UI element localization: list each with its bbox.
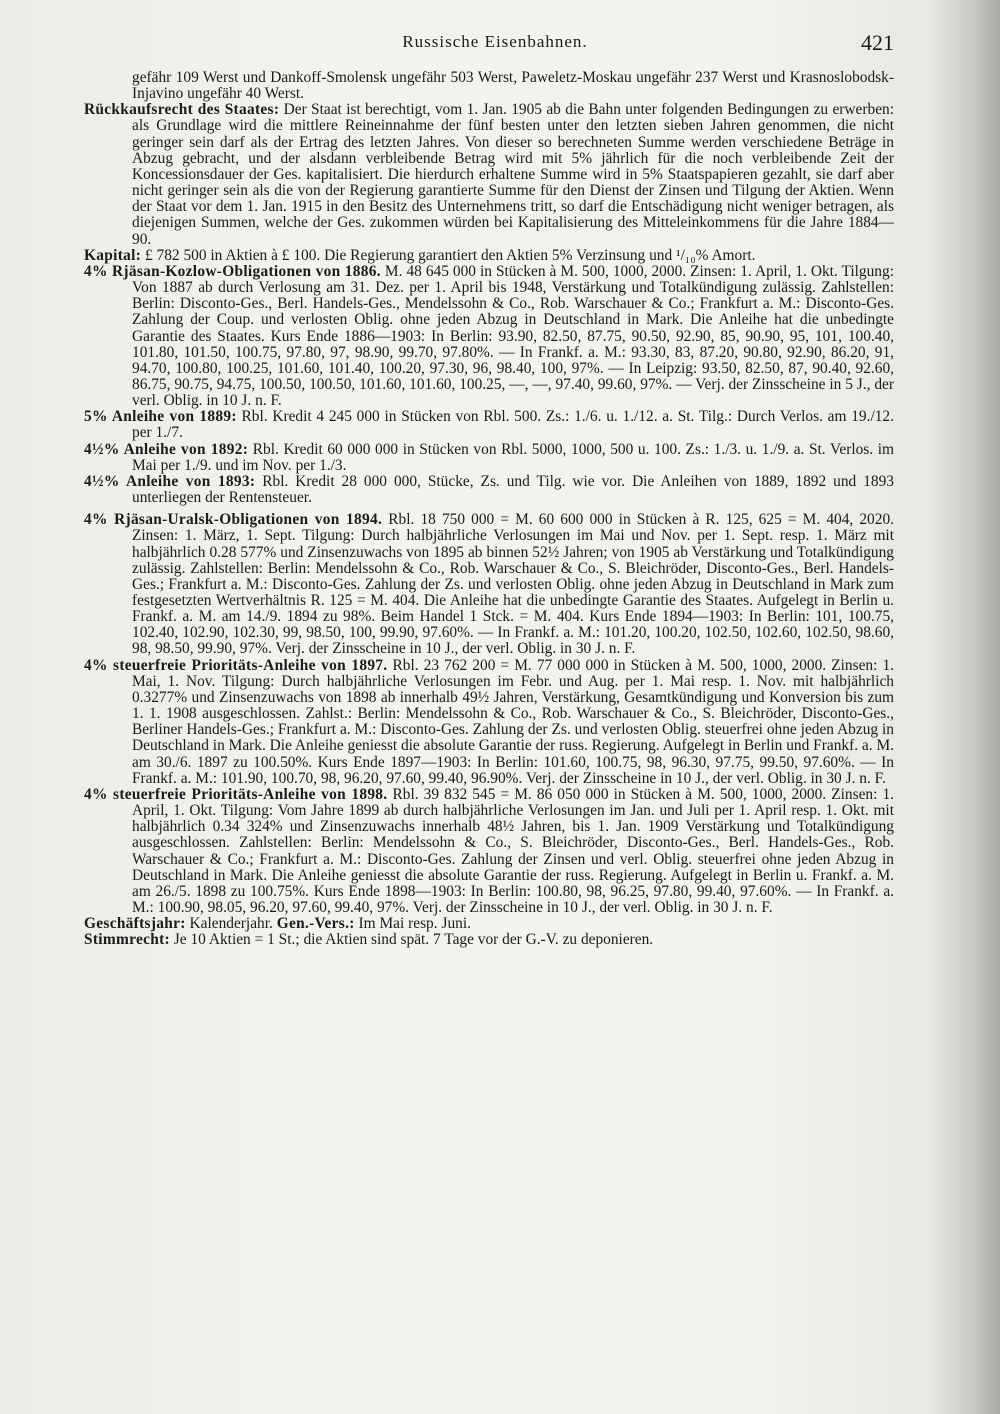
footer-text: Kalenderjahr. <box>189 915 273 933</box>
paragraph-heading: 4½% Anleihe von 1893: <box>84 472 256 490</box>
paragraph-heading: 4% steuerfreie Prioritäts-Anleihe von 1897. <box>84 656 388 674</box>
paragraph-text: Rbl. 23 762 200 = M. 77 000 000 in Stücken à M. 500, 1000, 2000. Zinsen: 1. Mai, 1. Nov. Tilgung: Durch halbjährliche Verlosungen im Febr. und Aug. per 1. Mai resp. 1. Nov. mit halbjährlich 0.3277% und Zinsenzuwachs von 1898 ab innerhalb 49½ Jahren, Verstärkung, Gesamtkündigung und Konversion bis zum 1. 1. 1908 ausgeschlossen. Zahlst.: Berlin: Mendelssohn & Co., Rob. Warschauer & Co., S. Bleichröder, Disconto-Ges., Berliner Handels-Ges.; Frankfurt a. M.: Disconto-Ges. Zahlung der Zs. und verlosten Oblig. steuerfrei ohne jeden Abzug in Deutschland in Mark. Die Anleihe geniesst die absolute Garantie der russ. Regierung. Aufgelegt in Berlin und Frankf. a. M. am 30./6. 1897 zu 100.50%. Kurs Ende 1897—1903: In Berlin: 101.60, 100.75, 98, 96.30, 97.75, 99.50, 97.60%. — In Frankf. a. M.: 101.90, 100.70, 98, 96.20, 97.60, 99.40, 96.90%. Verj. der Zinsscheine in 10 J., der verl. Oblig. in 30 J. n. F. <box>132 656 894 787</box>
paragraph-kapital <box>84 248 894 264</box>
page-number: 421 <box>861 30 894 55</box>
paragraph-heading: Kapital: <box>84 246 142 264</box>
paragraph-text: Rbl. Kredit 4 245 000 in Stücken von Rbl. 500. Zs.: 1./6. u. 1./12. a. St. Tilg.: Durch Verlos. am 19./12. per 1./7. <box>132 408 894 442</box>
footer-heading: Stimmrecht: <box>84 931 170 949</box>
paragraph-intro <box>84 70 894 102</box>
paragraph-heading: 4% Rjäsan-Kozlow-Obligationen von 1886. <box>84 262 381 280</box>
paragraph-heading: 4% Rjäsan-Uralsk-Obligationen von 1894. <box>84 511 383 529</box>
paragraph-text: Rbl. Kredit 28 000 000, Stücke, Zs. und Tilg. wie vor. Die Anleihen von 1889, 1892 und 1893 unterliegen der Rentensteuer. <box>132 472 894 507</box>
page-edge-shadow <box>930 0 1000 1414</box>
paragraph-heading: Rückkaufsrecht des Staates: <box>84 101 280 119</box>
paragraph-heading: 4½% Anleihe von 1892: <box>84 440 249 458</box>
paragraph-rueckkaufsrecht <box>84 102 894 247</box>
paragraph-anleihe-1889 <box>84 409 894 441</box>
paragraph-text: Rbl. Kredit 60 000 000 in Stücken von Rbl. 5000, 1000, 500 u. 100. Zs.: 1./3. u. 1./9. a. St. Verlos. im Mai per 1./9. und im Nov. per 1./3. <box>132 440 894 474</box>
footer-heading: Gen.-Vers.: <box>276 915 355 933</box>
paragraph-text: Rbl. 18 750 000 = M. 60 600 000 in Stücken à R. 125, 625 = M. 404, 2020. Zinsen: 1. März, 1. Sept. Tilgung: Durch halbjährliche Verlosungen im Mai und Nov. per 1. Sept. resp. 1. März mit halbjährlich 0.28 577% und Zinsenzuwachs von 1895 ab binnen 52½ Jahren; von 1905 ab Verstärkung und Totalkündigung zulässig. Zahlstellen: Berlin: Mendelssohn & Co., Rob. Warschauer & Co., S. Bleichröder, Disconto-Ges., Berl. Handels-Ges.; Frankfurt a. M.: Disconto-Ges. Zahlung der Zs. und verlosten Oblig. ohne jeden Abzug in Deutschland in Mark zum festgesetzten Wertverhältnis R. 125 = M. 404. Die Anleihe hat die unbedingte Garantie des Staates. Aufgelegt in Berlin u. Frankf. a. M. am 14./9. 1894 zu 98%. Beim Handel 1 Stck. = M. 404. Kurs Ende 1894—1903: In Berlin: 101, 100.75, 102.40, 102.90, 102.30, 99, 98.50, 100, 99.90, 97.60%. — In Frankf. a. M.: 101.20, 100.20, 102.50, 102.60, 102.50, 98.60, 98, 98.50, 99.90, 97%. Verj. der Zinsscheine in 10 J., der verl. Oblig. in 30 J. n. F. <box>132 511 894 658</box>
paragraph-heading: 5% Anleihe von 1889: <box>84 408 237 426</box>
page-body <box>84 70 894 948</box>
paragraph-anleihe-1892 <box>84 442 894 474</box>
paragraph-text: M. 48 645 000 in Stücken à M. 500, 1000, 2000. Zinsen: 1. April, 1. Okt. Tilgung: Von 1887 ab durch Verlosung am 31. Dez. per 1. April bis 1948, Verstärkung und Totalkündigung zulässig. Zahlstellen: Berlin: Disconto-Ges., Berl. Handels-Ges., Mendelssohn & Co., Rob. Warschauer & Co.; Frankfurt a. M.: Disconto-Ges. Zahlung der Coup. und verlosten Oblig. ohne jeden Abzug in Deutschland in Mark. Die Anleihe hat die unbedingte Garantie des Staates. Kurs Ende 1886—1903: In Berlin: 93.90, 82.50, 87.75, 90.50, 92.90, 85, 90.90, 95, 101, 100.40, 101.80, 101.50, 100.75, 97.80, 97, 98.90, 99.70, 97.80%. — In Frankf. a. M.: 93.30, 83, 87.20, 90.80, 92.90, 86.20, 91, 94.70, 100.80, 100.25, 101.60, 101.40, 100.20, 97.30, 96, 98.40, 100, 97%. — In Leipzig: 93.50, 82.50, 87, 90.40, 92.60, 86.75, 90.75, 94.75, 100.50, 100.50, 101.60, 101.60, 100.25, —, —, 97.40, 99.60, 97%. — Verj. der Zinsscheine in 5 J., der verl. Oblig. in 10 J. n. F. <box>132 262 894 410</box>
footer-line-geschaeftsjahr <box>84 916 894 932</box>
footer-text: Im Mai resp. Juni. <box>358 915 471 933</box>
paragraph-anleihe-1897 <box>84 658 894 787</box>
paragraph-text: Rbl. 39 832 545 = M. 86 050 000 in Stücken à M. 500, 1000, 2000. Zinsen: 1. April, 1. Okt. Tilgung: Vom Jahre 1899 ab durch halbjährliche Verlosungen im Jan. und Juli per 1. April resp. 1. Okt. mit halbjährlich 0.34 324% und Zinsenzuwachs innerhalb 48½ Jahren, bis 1. Jan. 1909 Verstärkung und Totalkündigung ausgeschlossen. Zahlstellen: Berlin: Mendelssohn & Co., S. Bleichröder, Disconto-Ges., Berl. Handels-Ges., Rob. Warschauer & Co.; Frankfurt a. M.: Disconto-Ges. Zahlung der Zinsen und verl. Oblig. steuerfrei ohne jeden Abzug in Deutschland in Mark. Die Anleihe geniesst die absolute Garantie der russ. Regierung. Aufgelegt in Berlin u. Frankf. a. M. am 26./5. 1898 zu 100.75%. Kurs Ende 1898—1903: In Berlin: 100.80, 98, 96.25, 97.80, 99.40, 97.60%. — In Frankf. a. M.: 100.90, 98.05, 96.20, 97.60, 99.40, 97%. Verj. der Zinsscheine in 10 J., der verl. Oblig. in 30 J. n. F. <box>132 785 894 916</box>
running-title: Russische Eisenbahnen. <box>402 32 588 51</box>
paragraph-anleihe-1898 <box>84 787 894 916</box>
paragraph-text: gefähr 109 Werst und Dankoff-Smolensk ungefähr 503 Werst, Paweletz-Moskau ungefähr 237 Werst und Krasnoslobodsk-Injavino ungefähr 40 Werst. <box>132 69 894 103</box>
paragraph-anleihe-1886 <box>84 264 894 409</box>
footer-heading: Geschäftsjahr: <box>84 915 186 933</box>
paragraph-text: £ 782 500 in Aktien à £ 100. Die Regierung garantiert den Aktien 5% Verzinsung und ¹/₁₀% Amort. <box>144 246 756 264</box>
footer-line-stimmrecht <box>84 932 894 948</box>
paragraph-text: Der Staat ist berechtigt, vom 1. Jan. 1905 ab die Bahn unter folgenden Bedingungen zu erwerben: als Grundlage wird die mittlere Reineinnahme der fünf besten unter den letzten sieben Jahren genommen, die nicht geringer sein darf als der Ertrag des letzten Jahres. Von dieser so berechneten Summe werden verschiedene Beträge in Abzug gebracht, und der alsdann verbleibende Betrag wird mit 5% jährlich für die noch verbleibende Zeit der Koncessionsdauer der Ges. kapitalisiert. Die hierdurch erhaltene Summe wird in 5% Staatspapieren gezahlt, sie darf aber nicht geringer sein als die von der Regierung garantierte Summe für den Dienst der Zinsen und Tilgung der Aktien. Wenn der Staat vor dem 1. Jan. 1915 in den Besitz des Unternehmens tritt, so darf die Entschädigung nicht weniger betragen, als diejenigen Summen, welche der Ges. zukommen würden bei Kapitalisierung des Mitteleinkommens für die Jahre 1884—90. <box>132 101 894 248</box>
paragraph-heading: 4% steuerfreie Prioritäts-Anleihe von 1898. <box>84 785 388 803</box>
paragraph-anleihe-1894 <box>84 512 894 657</box>
paragraph-anleihe-1893 <box>84 474 894 506</box>
page-header <box>90 30 900 60</box>
footer-text: Je 10 Aktien = 1 St.; die Aktien sind spät. 7 Tage vor der G.-V. zu deponieren. <box>173 931 654 949</box>
